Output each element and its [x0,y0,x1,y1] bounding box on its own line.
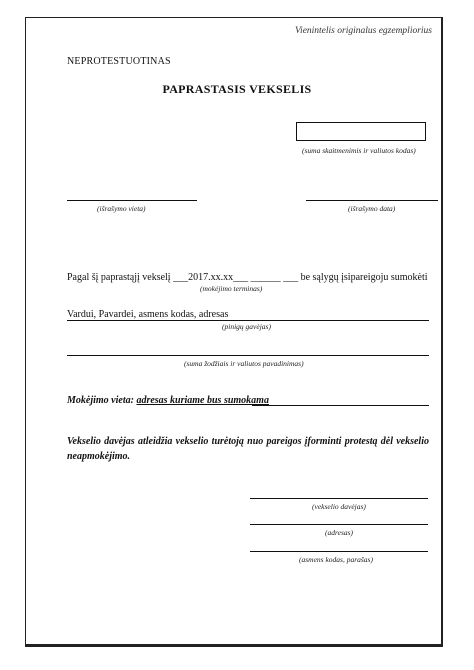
promise-prefix: Pagal šį paprastąjį vekselį ___ [67,272,189,283]
issue-place-caption: (išrašymo vieta) [97,204,146,213]
id-signature-line[interactable] [250,551,428,552]
payee-line [67,320,429,321]
payee-caption: (pinigų gavėjas) [222,322,271,331]
amount-caption: (suma skaitmenimis ir valiutos kodas) [302,146,416,155]
sum-words-line[interactable] [67,355,429,356]
document-title: PAPRASTASIS VEKSELIS [162,82,312,96]
drawer-caption: (vekselio davėjas) [312,502,366,511]
payment-place-value[interactable]: adresas kuriame bus sumokama [136,395,269,406]
protest-waiver-text: Vekselio davėjas atleidžia vekselio turėtoją nuo pareigos įforminti protestą dėl vekselio neapmokėjimo. [67,436,429,462]
due-date-value[interactable]: 2017.xx.xx [188,272,234,283]
address-caption: (adresas) [325,528,354,537]
payee-value[interactable]: Vardui, Pavardei, asmens kodas, adresas [67,309,229,320]
id-signature-caption: (asmens kodas, parašas) [299,555,373,564]
issue-place-line[interactable] [67,200,197,201]
payment-place-label: Mokėjimo vieta: [67,395,134,406]
drawer-line[interactable] [250,498,428,499]
sum-words-caption: (suma žodžiais ir valiutos pavadinimas) [184,359,304,368]
payment-place-line [252,405,429,406]
address-line[interactable] [250,524,428,525]
document-frame [25,17,443,647]
issue-date-line[interactable] [306,200,438,201]
due-date-caption: (mokėjimo terminas) [200,284,263,293]
promise-middle: ___ ______ ___ be sąlygų įsipareigoju sumokėti [233,272,428,283]
payment-place-row [67,395,269,406]
original-copy-note: Vienintelis originalus egzempliorius [294,26,432,36]
promise-sentence [67,272,428,283]
not-protested-label: NEPROTESTUOTINAS [67,56,171,67]
issue-date-caption: (išrašymo data) [348,204,396,213]
amount-digits-field[interactable] [296,122,426,141]
